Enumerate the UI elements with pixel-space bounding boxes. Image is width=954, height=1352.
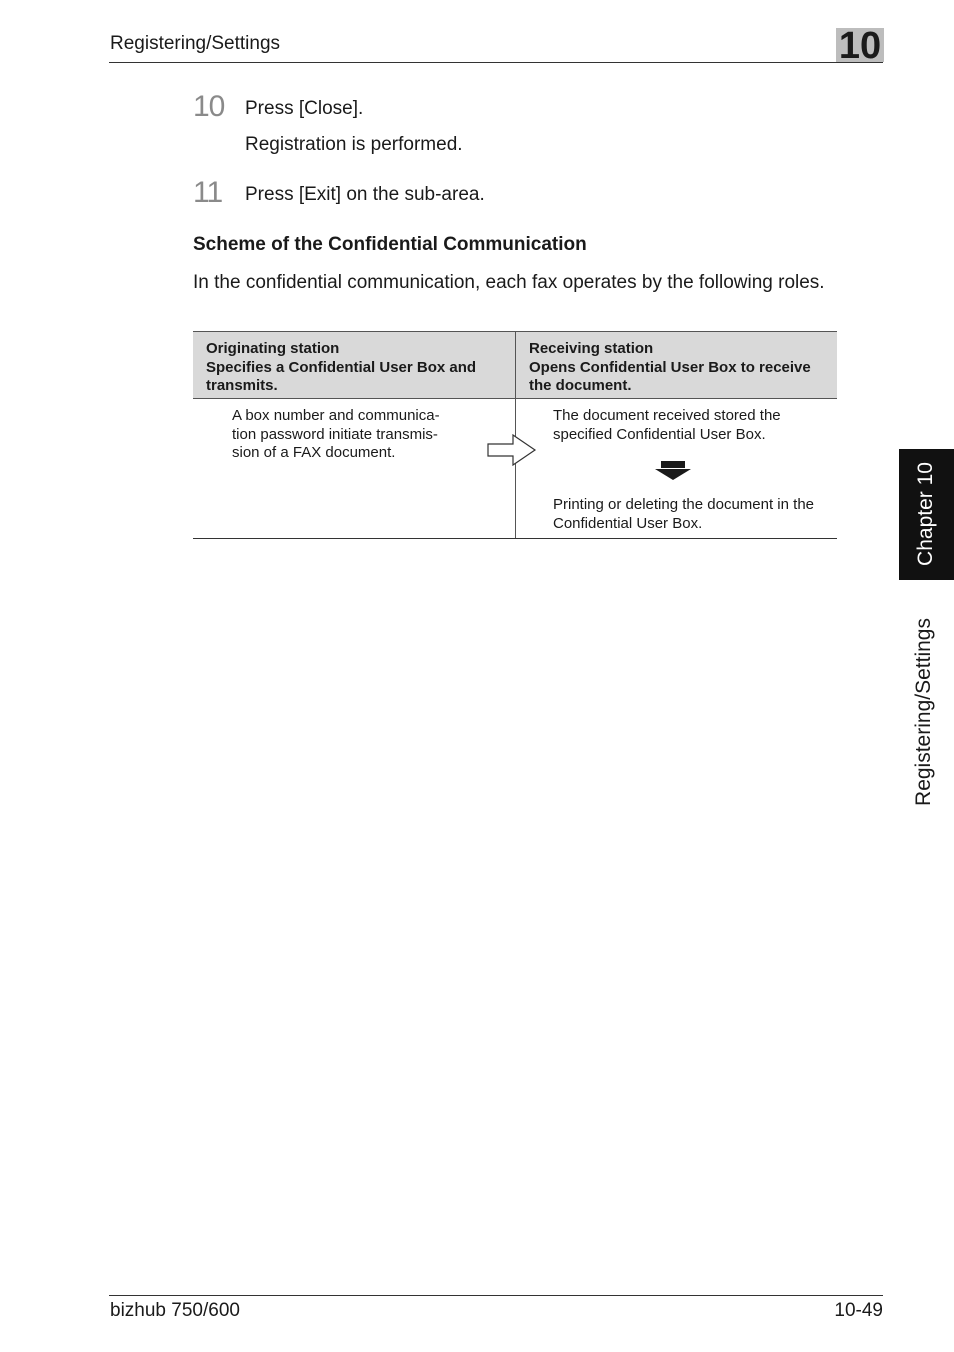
step-number: 11: [193, 176, 223, 209]
step-instruction: Press [Exit] on the sub-area.: [245, 184, 485, 205]
section-intro: In the confidential communication, each fax operates by the following roles.: [193, 272, 825, 293]
column-title: Receiving station: [529, 340, 654, 357]
table-header-receiving: [515, 332, 837, 398]
side-tab-chapter-label: Chapter 10: [914, 462, 937, 566]
right-outline-arrow-icon: [487, 434, 537, 466]
header-divider: [109, 62, 883, 63]
column-divider: [515, 399, 516, 539]
footer-divider: [109, 1295, 883, 1296]
step-number: 10: [193, 90, 225, 123]
step-result: Registration is performed.: [245, 134, 463, 155]
down-arrow-icon: [655, 461, 691, 481]
chapter-number: 10: [838, 25, 882, 67]
step-instruction: Press [Close].: [245, 98, 364, 119]
table-header-row: [193, 331, 837, 399]
section-heading: Scheme of the Confidential Communication: [193, 234, 587, 255]
footer-product: bizhub 750/600: [110, 1300, 240, 1321]
column-title: Originating station: [206, 340, 340, 357]
receiving-description-stored: The document received stored the specified Confidential User Box.: [553, 407, 781, 443]
footer-page-number: 10-49: [834, 1300, 883, 1321]
running-header-title: Registering/Settings: [110, 33, 281, 54]
column-subtitle: Opens Confidential User Box to receive the document.: [529, 358, 811, 394]
originating-description: A box number and communica- tion password initiate transmis- sion of a FAX document.: [232, 407, 440, 461]
roles-table: [193, 331, 837, 539]
receiving-description-print: Printing or deleting the document in the Confidential User Box.: [553, 496, 814, 532]
side-tab-section-label: Registering/Settings: [912, 618, 935, 806]
table-header-originating: [193, 332, 515, 398]
column-subtitle: Specifies a Confidential User Box and transmits.: [206, 358, 477, 394]
table-bottom-rule: [193, 538, 837, 539]
